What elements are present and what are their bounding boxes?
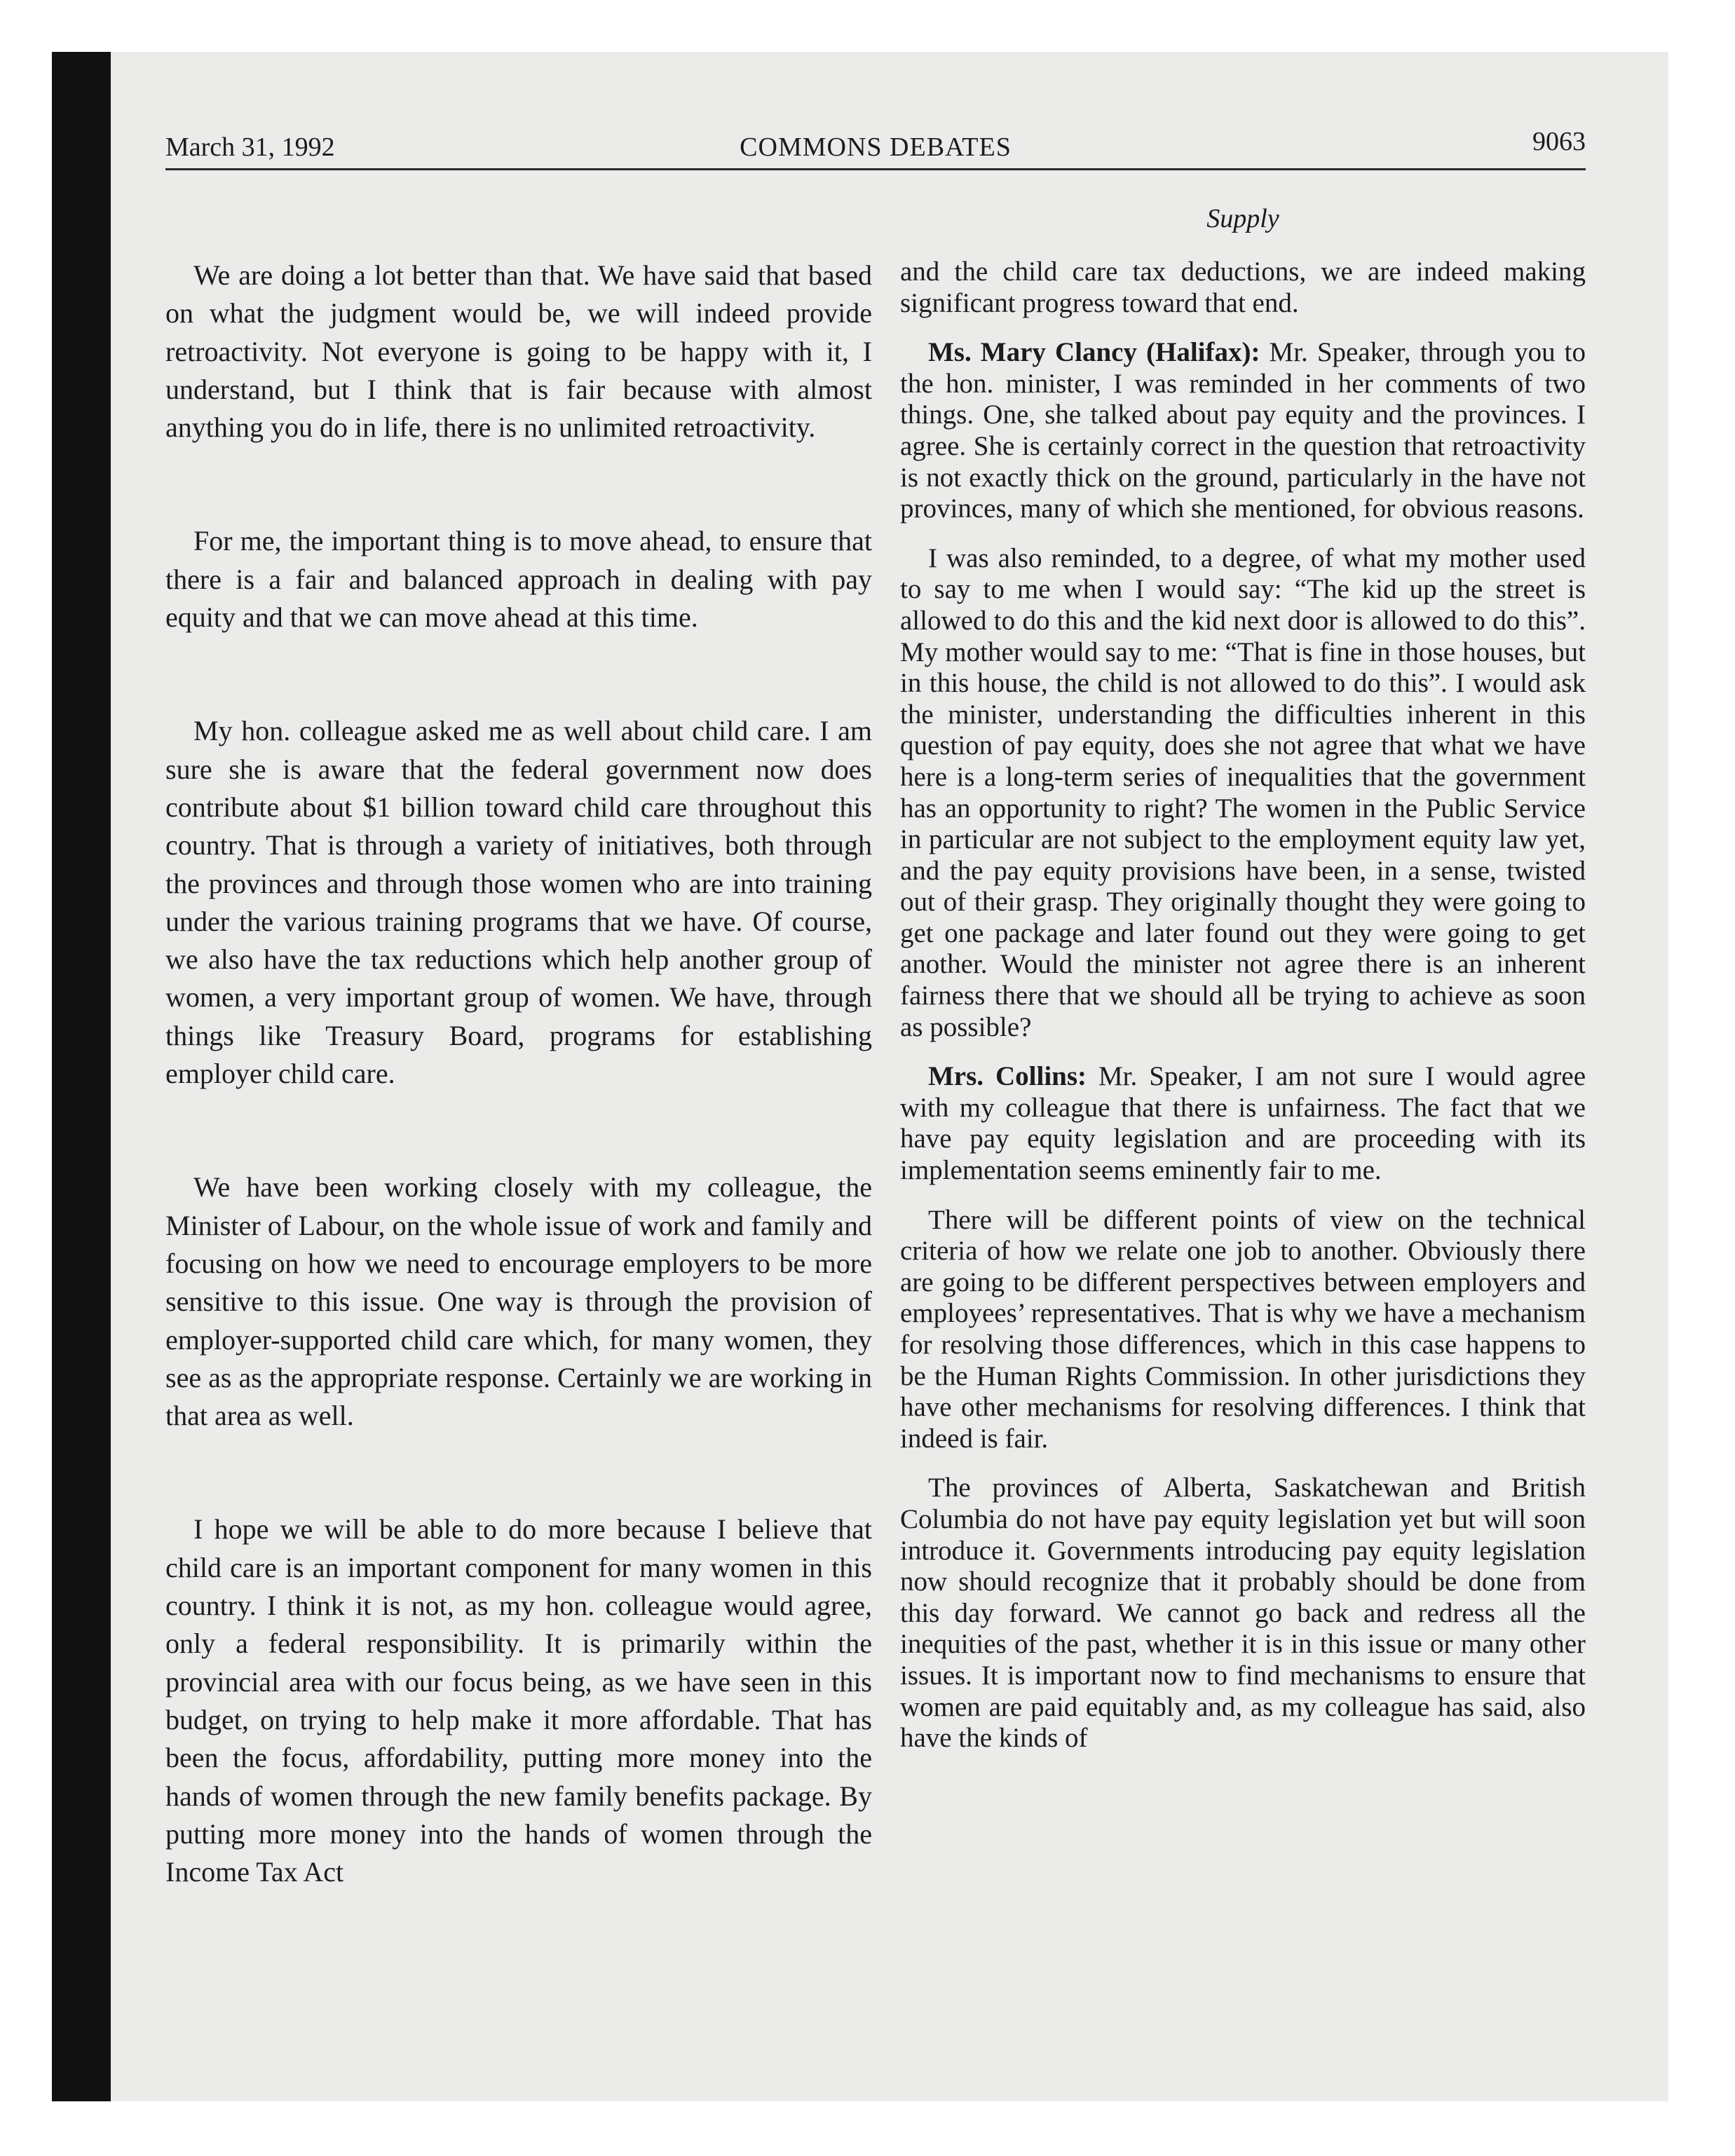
speech-text: Mr. Speaker, through you to the hon. minister, I was reminded in her comments of two things. One, she talked about pay equity and the provinces. I agree. She is certainly correct in the question that retroactivity is not exactly thick on the ground, particularly in the have not provinces, many of which she mentioned, for obvious reasons. [900, 337, 1586, 524]
speech-text: Mr. Speaker, I am not sure I would agree with my colleague that there is unfairness. The fact that we have pay equity legislation and are proceeding with its implementation seems eminently fair to me. [900, 1061, 1586, 1186]
paragraph: The provinces of Alberta, Saskatchewan and British Columbia do not have pay equity legislation yet but will soon introduce it. Governments introducing pay equity legislation now should recognize that it probably should be done from this day forward. We cannot go back and redress all the inequities of the past, whether it is in this issue or many other issues. It is important now to find mechanisms to ensure that women are paid equitably and, as my colleague has said, also have the kinds of [900, 1473, 1586, 1754]
scan-binding-edge [52, 52, 111, 2101]
header-date: March 31, 1992 [165, 132, 335, 162]
paragraph: There will be different points of view on the technical criteria of how we relate one job to another. Obviously there are going to be different perspectives between employers and employees’ representatives. That is why we have a mechanism for resolving those differences, which in this case happens to be the Human Rights Commission. In other jurisdictions they have other mechanisms for resolving differences. I think that indeed is fair. [900, 1204, 1586, 1454]
paragraph: We are doing a lot better than that. We have said that based on what the judgment would be, we will indeed provide retroactivity. Not everyone is going to be happy with it, I understand, but I think that is fair because with almost anything you do in life, there is no unlimited retroactivity. [165, 259, 872, 444]
page-number: 9063 [1532, 127, 1586, 156]
paragraph: and the child care tax deductions, we are indeed making significant progress toward that end. [900, 257, 1586, 318]
left-column [165, 257, 872, 1967]
paragraph: My hon. colleague asked me as well about child care. I am sure she is aware that the federal government now does contribute about $1 billion toward child care throughout this country. That is through a variety of initiatives, both through the provinces and through those women who are into training under the various training programs that we have. Of course, we also have the tax reductions which help another group of women, a very important group of women. We have, through things like Treasury Board, programs for establishing employer child care. [165, 715, 872, 1090]
page-header [165, 126, 1586, 172]
speaker-name: Ms. Mary Clancy (Halifax): [928, 337, 1260, 368]
speech-clancy [900, 337, 1586, 525]
paragraph: For me, the important thing is to move ahead, to ensure that there is a fair and balanced approach in dealing with pay equity and that we can move ahead at this time. [165, 525, 872, 634]
section-label: Supply [1206, 204, 1279, 233]
speaker-name: Mrs. Collins: [928, 1061, 1087, 1092]
paragraph: I was also reminded, to a degree, of what my mother used to say to me when I would say: “The kid up the street is allowed to do this and the kid next door is allowed to do this”. My mother would say to me: “That is fine in those houses, but in this house, the child is not allowed to do this”. I would ask the minister, understanding the difficulties inherent in this question of pay equity, does she not agree that what we have here is a long-term series of inequalities that the government has an opportunity to right? The women in the Public Service in particular are not subject to the employment equity law yet, and the pay equity provisions have been, in a sense, twisted out of their grasp. They originally thought they were going to get one package and later found out they were going to get another. Would the minister not agree there is an inherent fairness there that we should all be trying to achieve as soon as possible? [900, 543, 1586, 1042]
paragraph: I hope we will be able to do more because I believe that child care is an important component for many women in this country. I think it is not, as my hon. colleague would agree, only a federal responsibility. It is primarily within the provincial area with our focus being, as we have seen in this budget, on trying to help make it more affordable. That has been the focus, affordability, putting more money into the hands of women through the new family benefits package. By putting more money into the hands of women through the Income Tax Act [165, 1513, 872, 1888]
right-column [900, 257, 1586, 1773]
speech-collins [900, 1061, 1586, 1186]
header-rule [165, 168, 1586, 170]
paragraph: We have been working closely with my colleague, the Minister of Labour, on the whole issue of work and family and focusing on how we need to encourage employers to be more sensitive to this issue. One way is through the provision of employer-supported child care which, for many women, they see as as the appropriate response. Certainly we are working in that area as well. [165, 1171, 872, 1432]
header-title: COMMONS DEBATES [740, 132, 1012, 162]
